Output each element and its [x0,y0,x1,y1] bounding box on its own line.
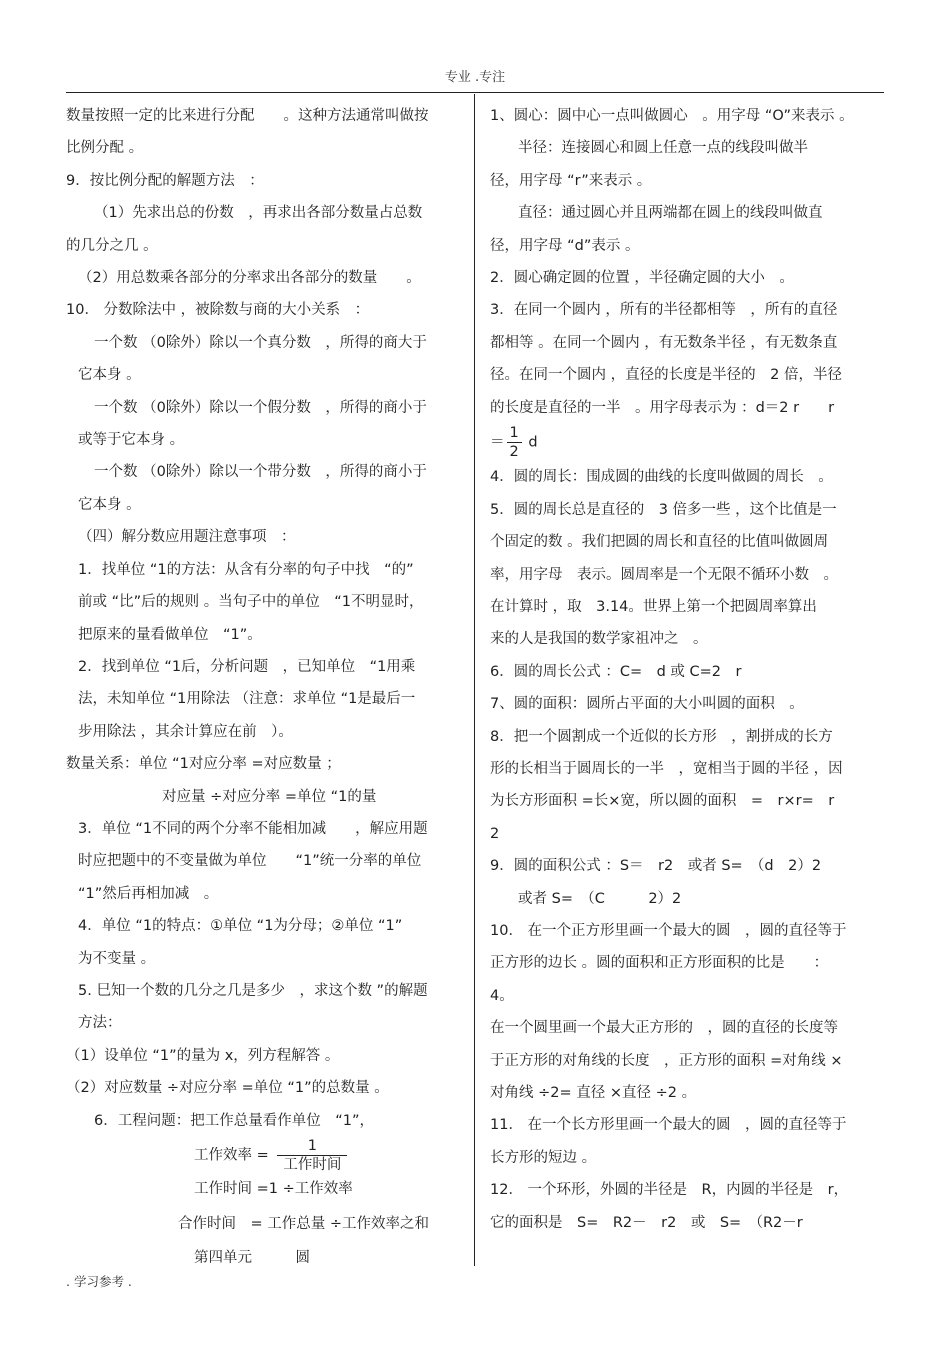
efficiency-formula [66,1137,460,1174]
half-prefix: ＝ [490,434,505,451]
text-line: 一个数 （0除外）除以一个带分数 ，所得的商小于 [94,464,427,481]
text-line: 11． 在一个长方形里画一个最大的圆 ，圆的直径等于 [490,1117,847,1134]
time-formula: 工作时间 =1 ÷工作效率 [194,1181,353,1198]
text-line: （1）先求出总的份数 ，再求出各部分数量占总数 [94,205,423,222]
text-line: 1、圆心：圆中心一点叫做圆心 。用字母 “O”来表示 。 [490,108,854,124]
page-header: 专业 .专注 [444,70,506,85]
page-footer: . 学习参考 . [66,1274,132,1289]
text-line: 9．按比例分配的解题方法 ： [66,172,264,189]
text-line: 径，用字母 “r”来表示 。 [490,172,652,189]
efficiency-label: 工作效率 = [194,1147,269,1164]
text-line: 它的面积是 S= R2－ r2 或 S= （R2－r [490,1214,803,1231]
text-line: “1”然后再相加减 。 [78,885,219,902]
efficiency-fraction [277,1137,347,1174]
text-line: 在计算时 ，取 3.14。世界上第一个把圆周率算出 [490,598,817,615]
half-fraction [507,424,522,461]
column-divider [474,94,475,1266]
text-line: 或者 S= （C 2）2 [518,890,682,907]
text-line: 10． 分数除法中 ，被除数与商的大小关系 ： [66,302,370,319]
text-line: 8．把一个圆割成一个近似的长方形 ，割拼成的长方 [490,728,833,745]
text-line: 法，未知单位 “1用除法 （注意：求单位 “1是最后一 [78,691,416,708]
text-line: （四）解分数应用题注意事项 ： [78,529,296,546]
text-line: 步用除法 ，其余计算应在前 ）。 [78,723,293,740]
unit-title: 第四单元 圆 [194,1250,310,1267]
text-line: 对应量 ÷对应分率 =单位 “1的量 [162,788,377,805]
header-rule [66,92,884,93]
text-line: （2）对应数量 ÷对应分率 =单位 “1”的总数量 。 [66,1080,389,1097]
text-line: 或等于它本身 。 [78,432,185,449]
text-line: 一个数 （0除外）除以一个假分数 ，所得的商小于 [94,399,427,416]
text-line: 直径：通过圆心并且两端都在圆上的线段叫做直 [518,205,823,222]
text-line: 半径：连接圆心和圆上任意一点的线段叫做半 [518,140,808,157]
text-line: 径，用字母 “d”表示 。 [490,237,640,254]
text-line: 率，用字母 表示。圆周率是一个无限不循环小数 。 [490,566,838,583]
right-column [490,100,886,1239]
text-line: 都相等 。在同一个圆内 ，有无数条半径 ，有无数条直 [490,334,838,351]
text-line: （2）用总数乘各部分的分率求出各部分的数量 。 [78,270,421,287]
text-line: 数量关系：单位 “1对应分率 =对应数量 ； [66,756,341,773]
text-line: 于正方形的对角线的长度 ，正方形的面积 =对角线 × [490,1052,843,1069]
text-line: 5. 巳知一个数的几分之几是多少 ，求这个数 ”的解题 [78,982,428,999]
text-line: （1）设单位 “1”的量为 x，列方程解答 。 [66,1047,340,1064]
text-line: 时应把题中的不变量做为单位 “1”统一分率的单位 [78,853,422,870]
text-line: 3．单位 “1不同的两个分率不能相加减 ，解应用题 [78,820,428,837]
text-line: 它本身 。 [78,367,141,384]
text-line: 4。 [490,987,514,1004]
text-line: 数量按照一定的比来进行分配 。这种方法通常叫做按 [66,108,429,124]
text-line: 9．圆的面积公式 ：S＝ r2 或者 S= （d 2）2 [490,858,822,875]
text-line: 2．找到单位 “1后，分析问题 ，已知单位 “1用乘 [78,658,416,675]
text-line: 形的长相当于圆周长的一半 ，宽相当于圆的半径 ，因 [490,760,843,777]
text-line: 的长度是直径的一半 。用字母表示为 ：d＝2 r r [490,399,835,416]
text-line: 把原来的量看做单位 “1”。 [78,626,262,643]
text-line: 3．在同一个圆内 ，所有的半径都相等 ，所有的直径 [490,302,838,319]
text-line: 长方形的短边 。 [490,1149,597,1166]
text-line: 为不变量 。 [78,950,156,967]
fraction-numerator: 1 [507,424,522,443]
text-line: 为长方形面积 =长×宽，所以圆的面积 = r×r= r [490,793,835,810]
text-line: 方法： [78,1015,122,1032]
text-line: 7、圆的面积：圆所占平面的大小叫圆的面积 。 [490,696,804,713]
text-line: 径。在同一个圆内 ，直径的长度是半径的 2 倍，半径 [490,367,842,384]
fraction-denominator: 2 [509,444,519,461]
text-line: 2．圆心确定圆的位置 ，半径确定圆的大小 。 [490,270,794,287]
text-line: 来的人是我国的数学家祖冲之 。 [490,631,708,648]
text-line: 4．单位 “1的特点：①单位 “1为分母；②单位 “1” [78,918,403,935]
text-line: 一个数 （0除外）除以一个真分数 ，所得的商大于 [94,334,427,351]
text-line: 的几分之几 。 [66,237,158,254]
text-line: 4．圆的周长：围成圆的曲线的长度叫做圆的周长 。 [490,469,833,486]
half-suffix: d [528,434,538,451]
text-line: 1．找单位 “1的方法：从含有分率的句子中找 “的” [78,561,414,578]
text-line: 6．圆的周长公式 ：C= d 或 C=2 r [490,663,742,680]
fraction-numerator: 1 [277,1137,347,1156]
text-line: 比例分配 。 [66,140,144,157]
text-line: 12． 一个环形，外圆的半径是 R，内圆的半径是 r， [490,1182,849,1199]
text-line: 在一个圆里画一个最大正方形的 ，圆的直径的长度等 [490,1020,838,1037]
text-line: 前或 “比”后的规则 。当句子中的单位 “1不明显时， [78,594,424,611]
text-line: 6．工程问题：把工作总量看作单位 “1”， [94,1112,374,1129]
text-line: 2 [490,825,500,842]
text-line: 10． 在一个正方形里画一个最大的圆 ，圆的直径等于 [490,923,847,939]
half-formula [490,424,886,461]
coop-formula: 合作时间 = 工作总量 ÷工作效率之和 [178,1216,430,1233]
text-line: 个固定的数 。我们把圆的周长和直径的比值叫做圆周 [490,534,829,551]
text-line: 正方形的边长 。圆的面积和正方形面积的比是 ： [490,955,829,972]
text-line: 它本身 。 [78,496,141,513]
left-column [66,100,460,1272]
fraction-denominator: 工作时间 [283,1157,342,1174]
text-line: 5．圆的周长总是直径的 3 倍多一些 ，这个比值是一 [490,501,837,518]
text-line: 对角线 ÷2= 直径 ×直径 ÷2 。 [490,1085,697,1102]
